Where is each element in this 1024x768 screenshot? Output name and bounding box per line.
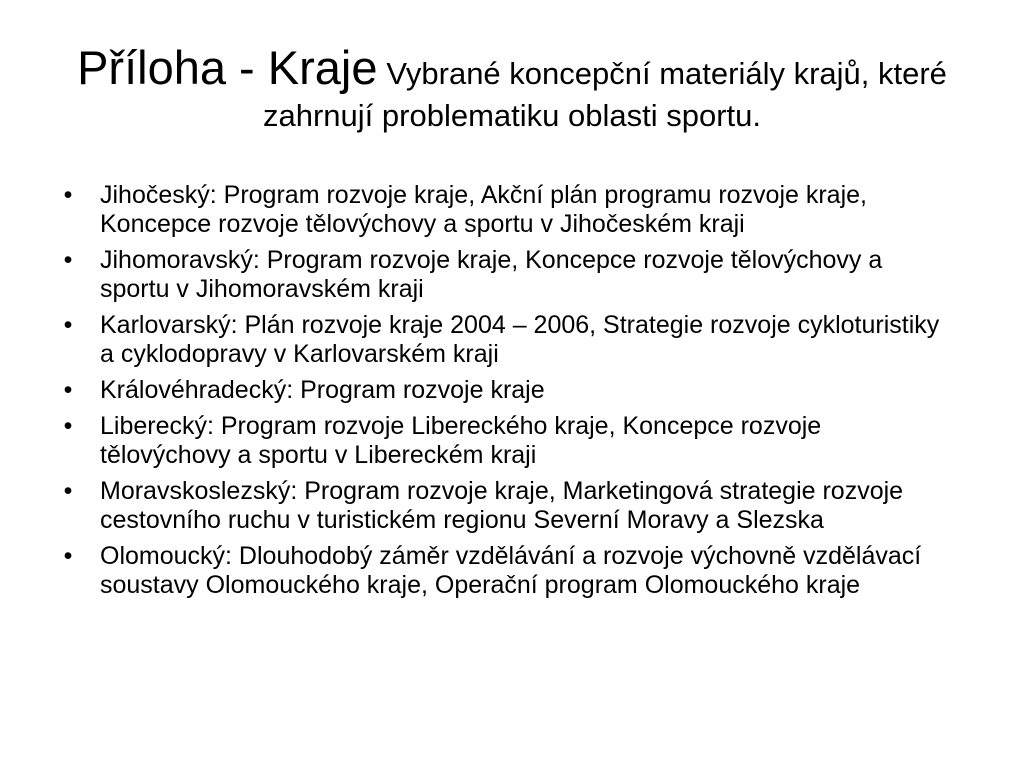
bullet-icon: • [63, 181, 73, 209]
list-item-text: Jihočeský: Program rozvoje kraje, Akční plán programu rozvoje kraje, Koncepce rozvoje tělovýchovy a sportu v Jihočeském kraji [100, 181, 867, 238]
list-item-karlovarsky [58, 311, 958, 369]
bullet-icon: • [63, 311, 73, 339]
list-item-jihomoravsky [58, 246, 958, 304]
list-item-moravskoslezsky [58, 477, 958, 535]
bullet-icon: • [63, 376, 73, 404]
bullet-icon: • [63, 542, 73, 570]
list-item-text: Liberecký: Program rozvoje Libereckého kraje, Koncepce rozvoje tělovýchovy a sportu v Libereckém kraji [100, 412, 822, 469]
list-item-text: Jihomoravský: Program rozvoje kraje, Koncepce rozvoje tělovýchovy a sportu v Jihomoravském kraji [100, 246, 883, 303]
list-item-text: Královéhradecký: Program rozvoje kraje [100, 376, 545, 404]
bullet-icon: • [63, 477, 73, 505]
list-item-text: Olomoucký: Dlouhodobý záměr vzdělávání a rozvoje výchovně vzdělávací soustavy Olomouckého kraje, Operační program Olomouckého kraje [100, 542, 922, 599]
list-item-olomoucky [58, 542, 958, 600]
list-item-text: Moravskoslezský: Program rozvoje kraje, Marketingová strategie rozvoje cestovního ruchu v turistickém regionu Severní Moravy a Slezska [100, 477, 904, 534]
bullet-icon: • [63, 412, 73, 440]
slide-title [40, 40, 984, 135]
list-item-text: Karlovarský: Plán rozvoje kraje 2004 – 2006, Strategie rozvoje cykloturistiky a cyklodopravy v Karlovarském kraji [100, 311, 940, 368]
list-item-jihocesky [58, 181, 958, 239]
title-subtitle: Vybrané koncepční materiály krajů, které zahrnují problematiku oblasti sportu. [263, 56, 947, 134]
list-item-kralovehradecky [58, 376, 958, 405]
region-list [58, 181, 958, 607]
bullet-icon: • [63, 246, 73, 274]
list-item-liberecky [58, 412, 958, 470]
title-main: Příloha - Kraje [77, 41, 378, 94]
